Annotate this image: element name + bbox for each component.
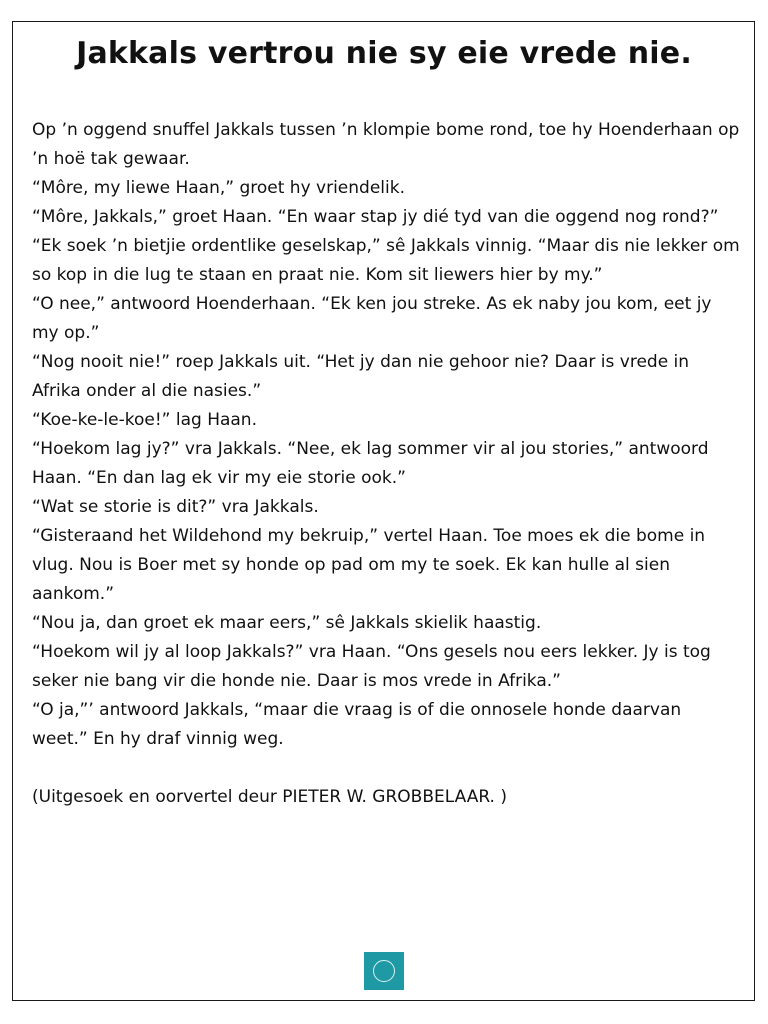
story-body — [32, 116, 740, 812]
paragraph: “Nou ja, dan groet ek maar eers,” sê Jakkals skielik haastig. — [32, 613, 542, 633]
paragraph: “Môre, Jakkals,” groet Haan. “En waar stap jy dié tyd van die oggend nog rond?” — [32, 207, 719, 227]
story-title: Jakkals vertrou nie sy eie vrede nie. — [76, 36, 692, 71]
paragraph: “Hoekom lag jy?” vra Jakkals. “Nee, ek lag sommer vir al jou stories,” antwoord Haan. “En dan lag ek vir my eie storie ook.” — [32, 439, 709, 488]
paragraph: “Gisteraand het Wildehond my bekruip,” vertel Haan. Toe moes ek die bome in vlug. Nou is Boer met sy honde op pad om my te soek. Ek kan hulle al sien aankom.” — [32, 526, 706, 604]
paragraph: “Môre, my liewe Haan,” groet hy vriendelik. — [32, 178, 405, 198]
logo-ring — [373, 960, 395, 982]
paragraph: “Ek soek ’n bietjie ordentlike geselskap,” sê Jakkals vinnig. “Maar dis nie lekker om so kop in die lug te staan en praat nie. Kom sit liewers hier by my.” — [32, 236, 740, 285]
paragraph: “Koe-ke-le-koe!” lag Haan. — [32, 410, 257, 430]
paragraph: “Hoekom wil jy al loop Jakkals?” vra Haan. “Ons gesels nou eers lekker. Jy is tog seker nie bang vir die honde nie. Daar is mos vrede in Afrika.” — [32, 642, 711, 691]
paragraph: “O nee,” antwoord Hoenderhaan. “Ek ken jou streke. As ek naby jou kom, eet jy my op.” — [32, 294, 712, 343]
paragraph: “O ja,”’ antwoord Jakkals, “maar die vraag is of die onnosele honde daarvan weet.” En hy draf vinnig weg. — [32, 700, 682, 749]
paragraph: “Nog nooit nie!” roep Jakkals uit. “Het jy dan nie gehoor nie? Daar is vrede in Afrika onder al die nasies.” — [32, 352, 690, 401]
paragraph: “Wat se storie is dit?” vra Jakkals. — [32, 497, 319, 517]
author-credit: (Uitgesoek en oorvertel deur PIETER W. GROBBELAAR. ) — [32, 787, 507, 807]
paragraph: Op ’n oggend snuffel Jakkals tussen ’n klompie bome rond, toe hy Hoenderhaan op ’n hoë tak gewaar. — [32, 120, 740, 169]
teal-circle-logo-icon — [364, 952, 404, 990]
